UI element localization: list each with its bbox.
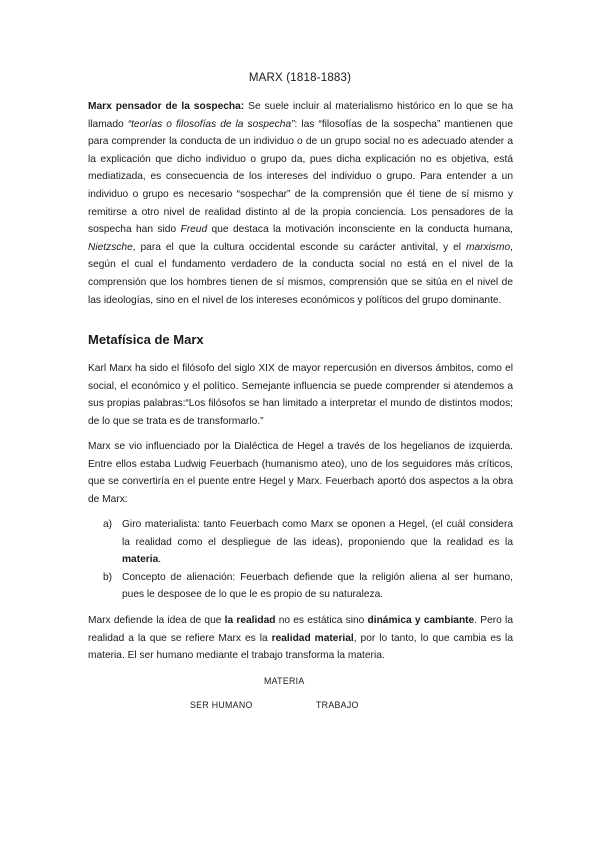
- italic-run: “teorías o filosofías de la sospecha”: [127, 118, 295, 130]
- text-run: , por lo tanto, lo que cambia es la materia. El ser humano mediante el trabajo transforma la materia.: [88, 632, 513, 662]
- list-marker: a): [103, 519, 113, 530]
- text-run: no es estática sino: [275, 615, 368, 626]
- bold-run: dinámica y cambiante: [367, 615, 475, 626]
- bold-run: la realidad: [224, 615, 276, 626]
- diagram-label-trabajo: TRABAJO: [316, 700, 359, 710]
- paragraph-realidad: [88, 612, 513, 665]
- text-run: .: [158, 554, 162, 566]
- text-run: , según el cual el fundamento verdadero de la conducta social no está en el nivel de la comprensión que los hombres tienen de sí mismos, comprensión que se sitúa en el nivel de las ideologías, sino en el nivel de los intereses económicos y políticos del grupo dominante.: [88, 241, 513, 306]
- list-item: [88, 516, 513, 569]
- text-run: . Pero la realidad a la que se refiere Marx es la: [88, 615, 513, 644]
- bold-run: realidad material: [271, 632, 354, 644]
- paragraph-karl-marx: Karl Marx ha sido el filósofo del siglo XIX de mayor repercusión en diversos ámbitos, como el social, el económico y el político. Semejante influencia se puede comprender si atendemos a sus propias palabras:“Los filósofos se han limitado a interpretar el mundo de distintos modos; de lo que se trata es de transformarlo.”: [88, 363, 513, 427]
- list-marker: b): [103, 571, 113, 583]
- page-title: MARX (1818-1883): [248, 72, 352, 84]
- text-run: Giro materialista: tanto Feuerbach como Marx se oponen a Hegel, (el cuál considera la realidad como el despliegue de las ideas), proponiendo que la realidad es la: [122, 519, 513, 548]
- paragraph-sospecha: [88, 98, 513, 309]
- italic-run: Freud: [180, 224, 208, 236]
- section-heading: Metafísica de Marx: [88, 332, 204, 347]
- diagram-label-materia: MATERIA: [264, 676, 305, 686]
- list-item: [88, 569, 513, 604]
- aspects-list: [88, 516, 513, 604]
- text-run: , para el que la cultura occidental esconde su carácter antivital, y el: [132, 241, 466, 253]
- text-run: Concepto de alienación: Feuerbach defiende que la religión aliena al ser humano, pues le desposee de lo que le es propio de su naturaleza.: [122, 571, 513, 601]
- text-run: Marx defiende la idea de que: [88, 615, 225, 626]
- italic-run: marxismo: [466, 241, 511, 253]
- italic-run: Nietzsche: [88, 241, 133, 253]
- paragraph-lead-bold: Marx pensador de la sospecha:: [88, 101, 245, 112]
- paragraph-hegel: Marx se vio influenciado por la Dialéctica de Hegel a través de los hegelianos de izquierda. Entre ellos estaba Ludwig Feuerbach (humanismo ateo), uno de los seguidores más críticos, que se convertiría en el puente entre Hegel y Marx. Feuerbach aportó dos aspectos a la obra de Marx:: [88, 441, 513, 505]
- text-run: que destaca la motivación inconsciente en la conducta humana,: [207, 224, 513, 236]
- bold-run: materia: [122, 554, 159, 566]
- text-run: : las “filosofías de la sospecha” mantienen que para comprender la conducta de un individuo o de un grupo social no es adecuado atender a la explicación que dicho individuo o grupo da, pues dicha explicación no es objetiva, está mediatizada, es consecuencia de los intereses del individuo o grupo. Para entender a un individuo o grupo es necesario “sospechar” de la comprensión que él tiene de sí mismo y remitirse a otro nivel de realidad distinto al de la propia conciencia. Los pensadores de la sospecha han sido: [88, 118, 513, 236]
- text-run: Se suele incluir al materialismo histórico en lo que se ha llamado: [88, 101, 513, 130]
- diagram-label-ser-humano: SER HUMANO: [190, 700, 253, 710]
